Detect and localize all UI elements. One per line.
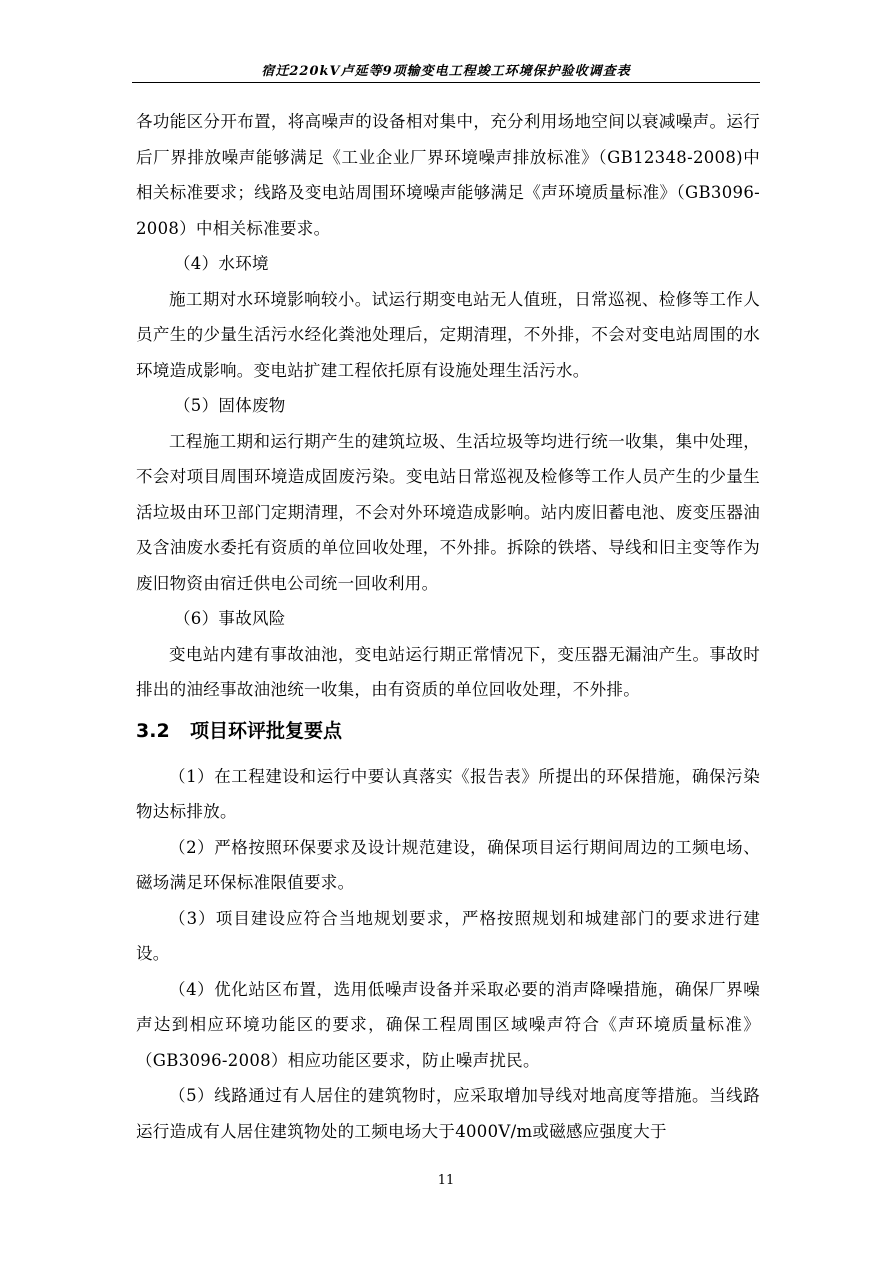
paragraph-accident-risk: 变电站内建有事故油池，变电站运行期正常情况下，变压器无漏油产生。事故时排出的油经事故油池统一收集，由有资质的单位回收处理，不外排。: [136, 644, 760, 699]
page-header: 宿迁220kV卢延等9项输变电工程竣工环境保护验收调查表: [132, 62, 760, 83]
section-title: 项目环评批复要点: [190, 719, 343, 742]
approval-item-3: （3）项目建设应符合当地规划要求，严格按照规划和城建部门的要求进行建设。: [136, 908, 760, 963]
section-heading: [136, 713, 760, 749]
approval-item-2: （2）严格按照环保要求及设计规范建设，确保项目运行期间周边的工频电场、磁场满足环保标准限值要求。: [136, 837, 760, 892]
document-body: [136, 104, 760, 1149]
approval-item-4: （4）优化站区布置，选用低噪声设备并采取必要的消声降噪措施，确保厂界噪声达到相应环境功能区的要求，确保工程周围区域噪声符合《声环境质量标准》（GB3096-2008）相应功能区要求，防止噪声扰民。: [136, 979, 760, 1070]
section-number: 3.2: [136, 719, 170, 742]
paragraph-noise-continued: 各功能区分开布置，将高噪声的设备相对集中，充分利用场地空间以衰减噪声。运行后厂界排放噪声能够满足《工业企业厂界环境噪声排放标准》（GB12348-2008)中相关标准要求；线路及变电站周围环境噪声能够满足《声环境质量标准》（GB3096-2008）中相关标准要求。: [136, 112, 760, 238]
subheading-accident-risk: （6）事故风险: [174, 609, 286, 628]
paragraph-solid-waste: 工程施工期和运行期产生的建筑垃圾、生活垃圾等均进行统一收集，集中处理，不会对项目周围环境造成固废污染。变电站日常巡视及检修等工作人员产生的少量生活垃圾由环卫部门定期清理，不会对外环境造成影响。站内废旧蓄电池、废变压器油及含油废水委托有资质的单位回收处理，不外排。拆除的铁塔、导线和旧主变等作为废旧物资由宿迁供电公司统一回收利用。: [136, 431, 760, 593]
page-number: 11: [437, 1173, 455, 1188]
approval-item-5: （5）线路通过有人居住的建筑物时，应采取增加导线对地高度等措施。当线路运行造成有人居住建筑物处的工频电场大于4000V/m或磁感应强度大于: [136, 1086, 760, 1141]
subheading-solid-waste: （5）固体废物: [174, 396, 286, 415]
approval-item-1: （1）在工程建设和运行中要认真落实《报告表》所提出的环保措施，确保污染物达标排放。: [136, 766, 760, 821]
subheading-water-environment: （4）水环境: [174, 254, 269, 273]
paragraph-water-environment: 施工期对水环境影响较小。试运行期变电站无人值班，日常巡视、检修等工作人员产生的少量生活污水经化粪池处理后，定期清理，不外排，不会对变电站周围的水环境造成影响。变电站扩建工程依托原有设施处理生活污水。: [136, 289, 760, 380]
